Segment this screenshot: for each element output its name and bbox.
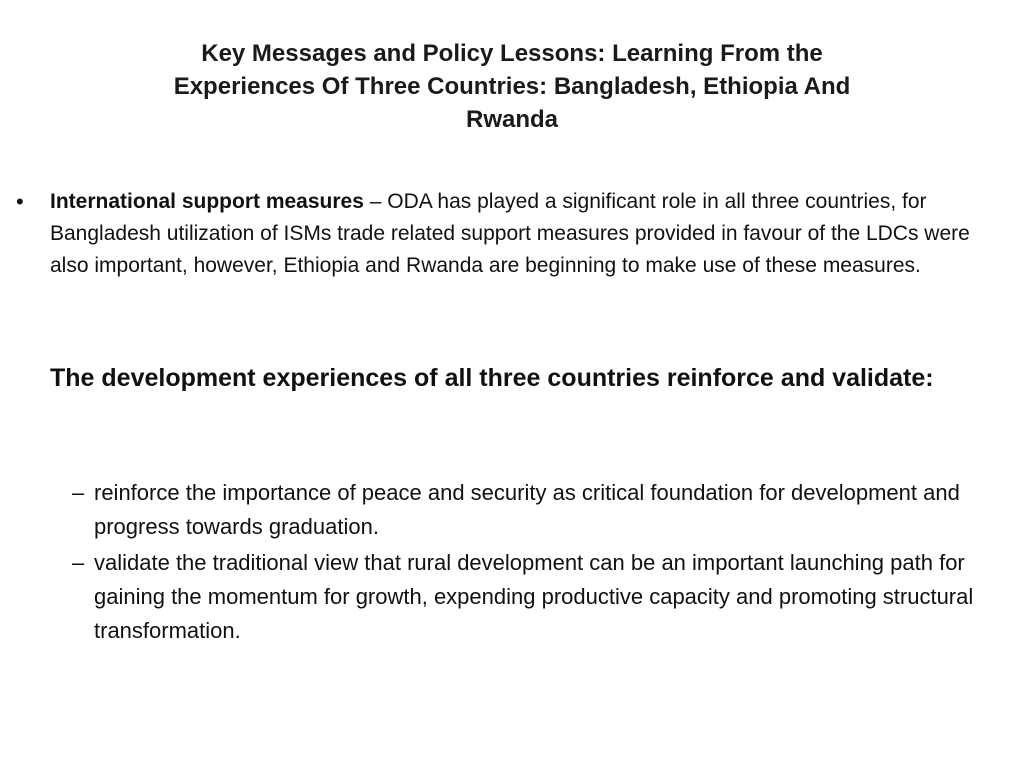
slide-title: [60, 37, 964, 136]
sub-item-text: reinforce the importance of peace and security as critical foundation for development and progress towards graduation.: [94, 480, 960, 539]
title-line-2: Experiences Of Three Countries: Bangladesh, Ethiopia And: [173, 73, 851, 100]
bullet-text: [50, 186, 1012, 282]
dash-marker: –: [72, 480, 85, 505]
title-line-1: Key Messages and Policy Lessons: Learning From the: [201, 40, 823, 67]
section-subheading: The development experiences of all three countries reinforce and validate:: [50, 364, 934, 392]
sub-item-text: validate the traditional view that rural development can be an important launching path for gaining the momentum for growth, expending productive capacity and promoting structural transformation.: [94, 550, 974, 643]
title-line-3: Rwanda: [465, 106, 558, 133]
bullet-marker: •: [16, 189, 24, 214]
bullet-body: – ODA has played a significant role in all three countries, for Bangladesh utilization of ISMs trade related support measures provided in favour of the LDCs were also important, however, Ethiopia and Rwanda are beginning to make use of these measures.: [50, 190, 970, 277]
dash-marker: –: [72, 550, 85, 575]
bullet-heading: International support measures: [50, 190, 364, 213]
